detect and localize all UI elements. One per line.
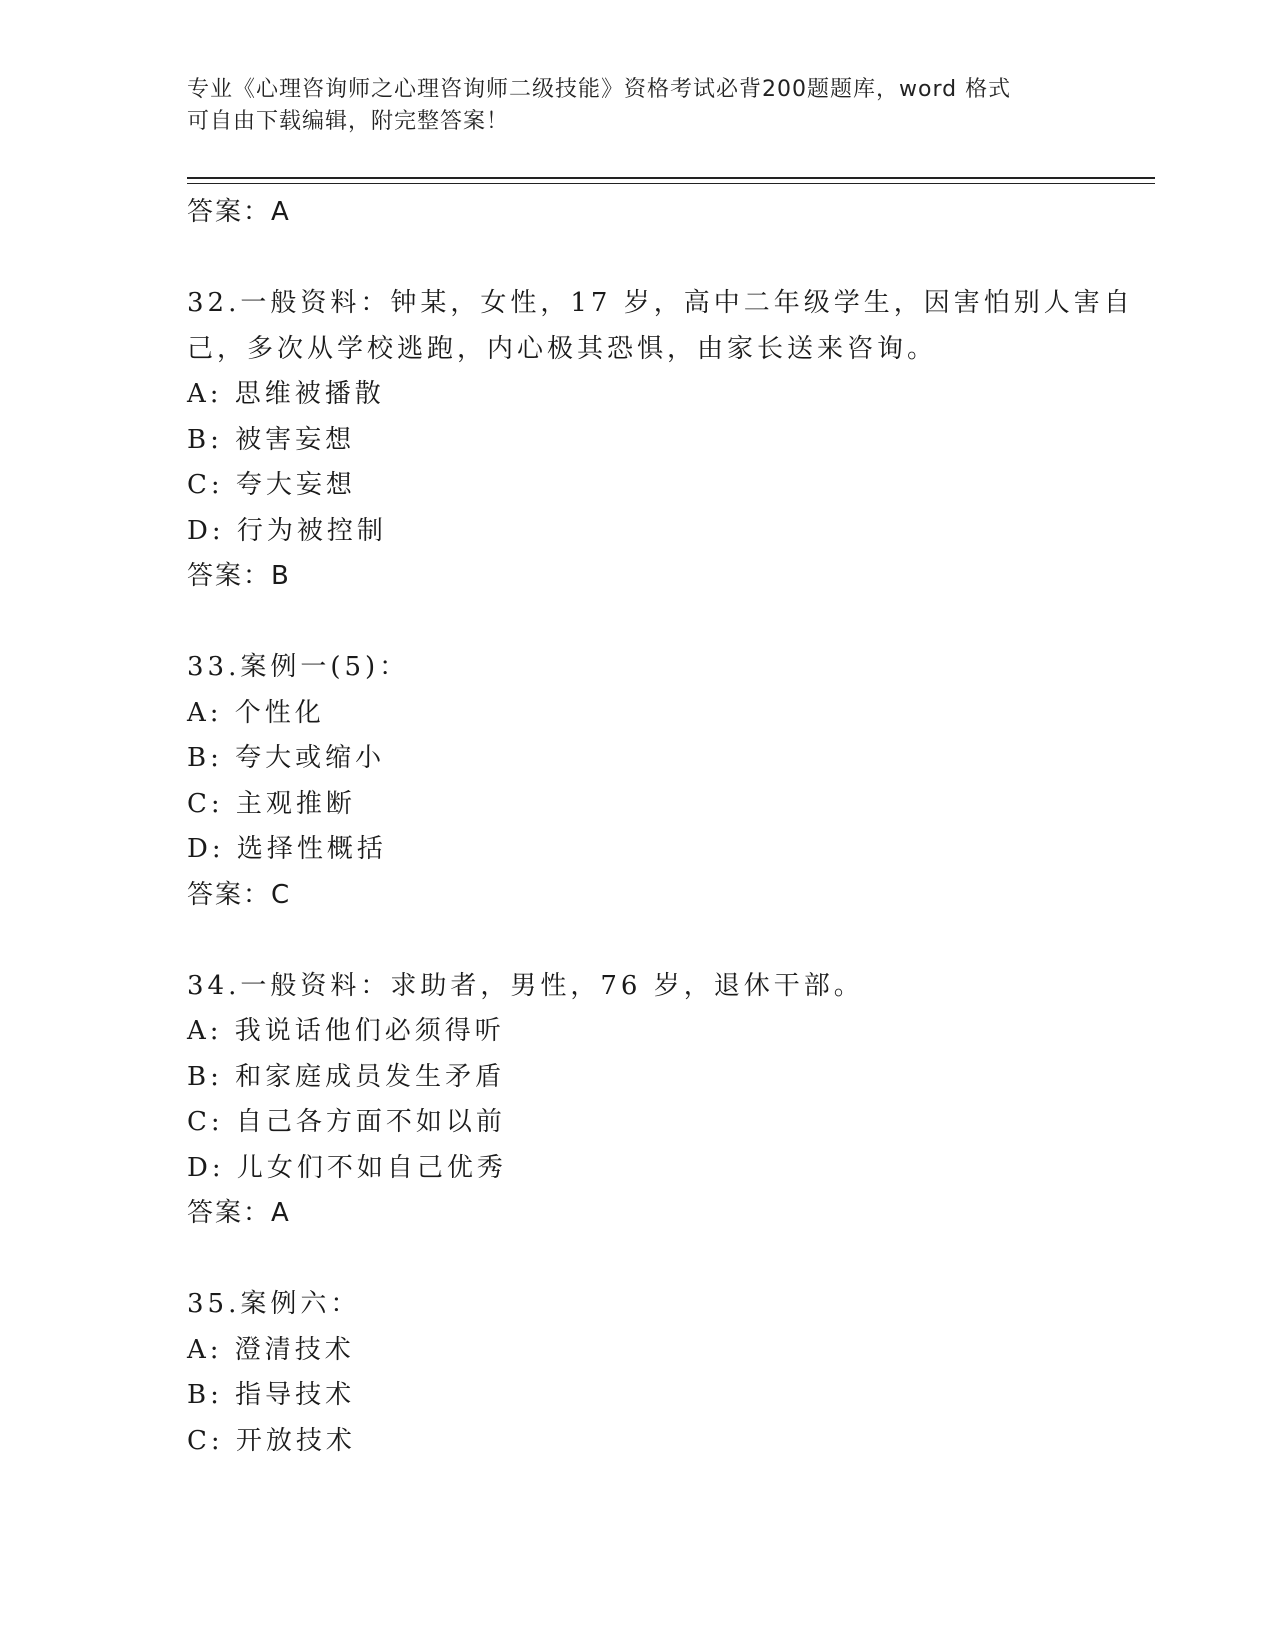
- spacer: [187, 918, 1107, 964]
- option-a: A: 个性化: [187, 697, 325, 728]
- question-33: [187, 645, 1107, 918]
- option-a: A: 澄清技术: [187, 1334, 355, 1365]
- option-a: A: 我说话他们必须得听: [187, 1016, 505, 1046]
- option-c: C: 自己各方面不如以前: [187, 1107, 506, 1137]
- question-stem: 34.一般资料：求助者，男性，76 岁，退休干部。: [187, 970, 864, 1001]
- option-d: D: 儿女们不如自己优秀: [187, 1152, 507, 1183]
- option-b: B: 和家庭成员发生矛盾: [187, 1061, 506, 1092]
- spacer: [187, 236, 1107, 282]
- option-d: D: 行为被控制: [187, 515, 387, 546]
- answer: 答案：B: [187, 561, 291, 591]
- document-header: [187, 74, 1087, 138]
- option-d: D: 选择性概括: [187, 834, 387, 864]
- question-stem-continued: 己，多次从学校逃跑，内心极其恐惧，由家长送来咨询。: [187, 333, 938, 364]
- question-stem: 33.案例一(5)：: [187, 652, 410, 682]
- spacer: [187, 600, 1107, 646]
- question-stem: 35.案例六：: [187, 1289, 361, 1319]
- header-title-line-1: 专业《心理咨询师之心理咨询师二级技能》资格考试必背200题题库，word 格式: [187, 77, 1012, 102]
- header-title-line-2: 可自由下载编辑，附完整答案！: [187, 109, 510, 134]
- question-35: [187, 1282, 1107, 1464]
- answer: 答案：A: [187, 1198, 291, 1228]
- option-a: A: 思维被播散: [187, 379, 385, 409]
- option-c: C: 夸大妄想: [187, 470, 356, 500]
- option-c: C: 主观推断: [187, 788, 356, 819]
- option-b: B: 指导技术: [187, 1380, 356, 1410]
- header-divider-bottom: [187, 183, 1155, 184]
- option-b: B: 夸大或缩小: [187, 743, 386, 773]
- spacer: [187, 1237, 1107, 1283]
- header-divider-top: [187, 177, 1155, 179]
- previous-answer: 答案：A: [187, 197, 291, 227]
- option-b: B: 被害妄想: [187, 424, 356, 455]
- question-list: [187, 190, 1134, 1464]
- question-stem: 32.一般资料：钟某，女性，17 岁，高中二年级学生，因害怕别人害自: [187, 288, 1134, 318]
- answer: 答案：C: [187, 879, 292, 910]
- option-c: C: 开放技术: [187, 1425, 356, 1456]
- question-34: [187, 964, 1107, 1237]
- question-32: [187, 281, 1134, 600]
